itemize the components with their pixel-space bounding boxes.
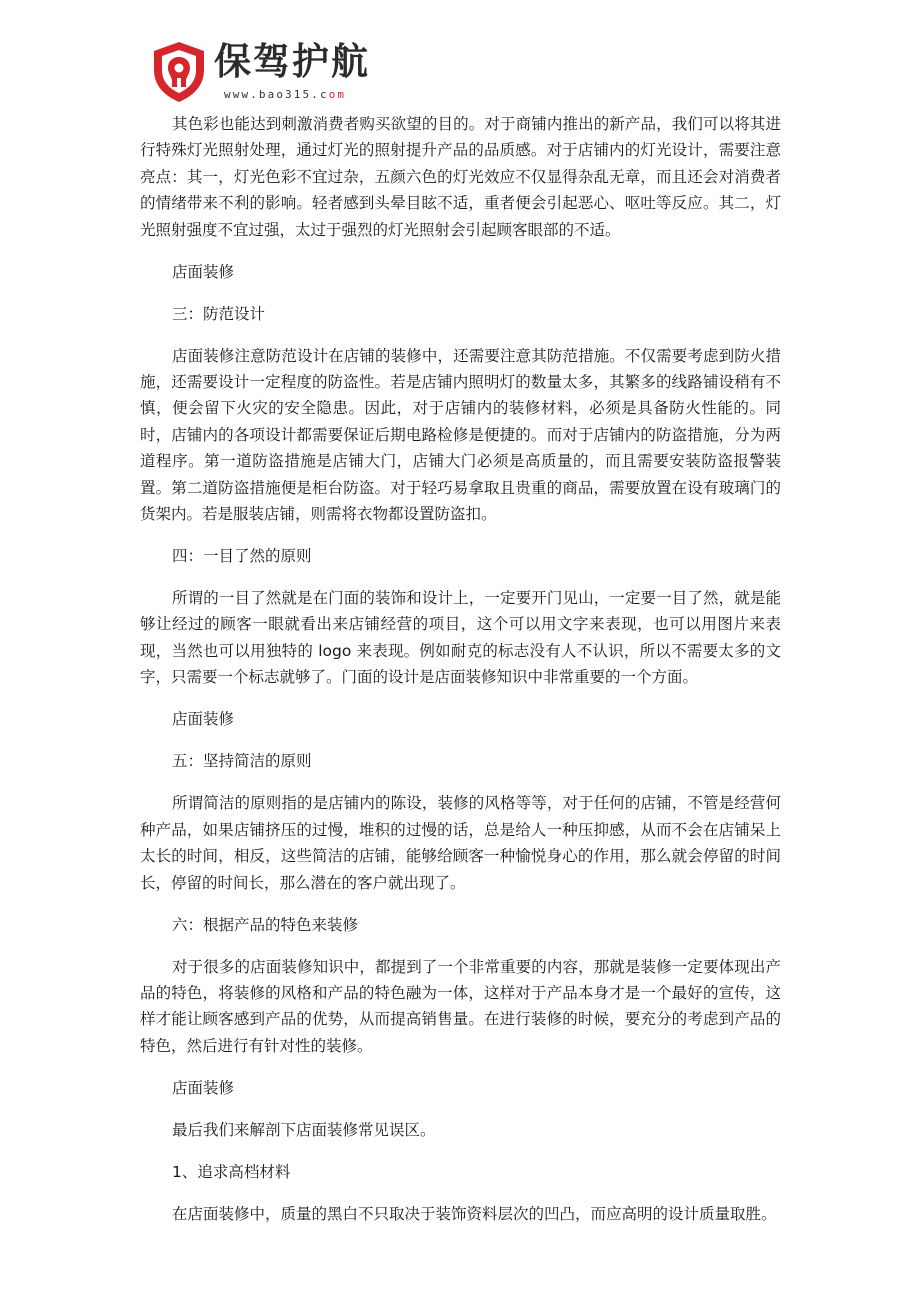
paragraph-clarity: 所谓的一目了然就是在门面的装饰和设计上，一定要开门见山，一定要一目了然，就是能够让经过的顾客一眼就看出来店铺经营的项目，这个可以用文字来表现，也可以用图片来表现，当然也可以用独特的 logo 来表现。例如耐克的标志没有人不认识，所以不需要太多的文字，只需要一个标志就够了。门面的设计是店面装修知识中非常重要的一个方面。 bbox=[140, 589, 781, 687]
logo-name: 保驾护航 bbox=[214, 40, 370, 83]
heading-clarity: 四：一目了然的原则 bbox=[172, 547, 312, 566]
shield-icon bbox=[148, 40, 210, 104]
paragraph-misconceptions-intro: 最后我们来解剖下店面装修常见误区。 bbox=[172, 1120, 436, 1139]
logo-url-main: www.bao315.c bbox=[224, 88, 329, 101]
paragraph-product-features: 对于很多的店面装修知识中，都提到了一个非常重要的内容，那就是装修一定要体现出产品的特色，将装修的风格和产品的特色融为一体，这样对于产品本身才是一个最好的宣传，这样才能让顾客感到产品的优势，从而提高销售量。在进行装修的时候，要充分的考虑到产品的特色，然后进行有针对性的装修。 bbox=[140, 957, 781, 1055]
site-logo bbox=[148, 38, 408, 108]
section-label: 店面装修 bbox=[172, 262, 235, 281]
paragraph-quality: 在店面装修中，质量的黑白不只取决于装饰资料层次的凹凸，而应高明的设计质量取胜。 bbox=[172, 1204, 777, 1223]
heading-simplicity: 五：坚持简洁的原则 bbox=[172, 752, 312, 771]
section-label: 店面装修 bbox=[172, 1078, 235, 1097]
heading-product-features: 六：根据产品的特色来装修 bbox=[172, 915, 359, 934]
heading-high-end-materials: 1、追求高档材料 bbox=[172, 1162, 291, 1181]
paragraph-lighting: 其色彩也能达到刺激消费者购买欲望的目的。对于商铺内推出的新产品，我们可以将其进行特殊灯光照射处理，通过灯光的照射提升产品的品质感。对于店铺内的灯光设计，需要注意亮点：其一，灯光色彩不宜过杂，五颜六色的灯光效应不仅显得杂乱无章，而且还会对消费者的情绪带来不利的影响。轻者感到头晕目眩不适，重者便会引起恶心、呕吐等反应。其二，灯光照射强度不宜过强，太过于强烈的灯光照射会引起顾客眼部的不适。 bbox=[140, 115, 781, 239]
paragraph-prevention: 店面装修注意防范设计在店铺的装修中，还需要注意其防范措施。不仅需要考虑到防火措施，还需要设计一定程度的防盗性。若是店铺内照明灯的数量太多，其繁多的线路铺设稍有不慎，便会留下火灾的安全隐患。因此，对于店铺内的装修材料，必须是具备防火性能的。同时，店铺内的各项设计都需要保证后期电路检修是便捷的。而对于店铺内的防盗措施，分为两道程序。第一道防盗措施是店铺大门，店铺大门必须是高质量的，而且需要安装防盗报警装置。第二道防盗措施便是柜台防盗。对于轻巧易拿取且贵重的商品，需要放置在设有玻璃门的货架内。若是服装店铺，则需将衣物都设置防盗扣。 bbox=[140, 346, 781, 524]
logo-url-accent: om bbox=[328, 88, 347, 101]
heading-prevention: 三：防范设计 bbox=[172, 304, 266, 323]
paragraph-simplicity: 所谓简洁的原则指的是店铺内的陈设，装修的风格等等，对于任何的店铺，不管是经营何种产品，如果店铺挤压的过慢，堆积的过慢的话，总是给人一种压抑感，从而不会在店铺呆上太长的时间，相反，这些简洁的店铺，能够给顾客一种愉悦身心的作用，那么就会停留的时间长，停留的时间长，那么潜在的客户就出现了。 bbox=[140, 794, 781, 892]
section-label: 店面装修 bbox=[172, 710, 235, 729]
article-body bbox=[140, 111, 781, 1227]
logo-url bbox=[224, 88, 346, 102]
